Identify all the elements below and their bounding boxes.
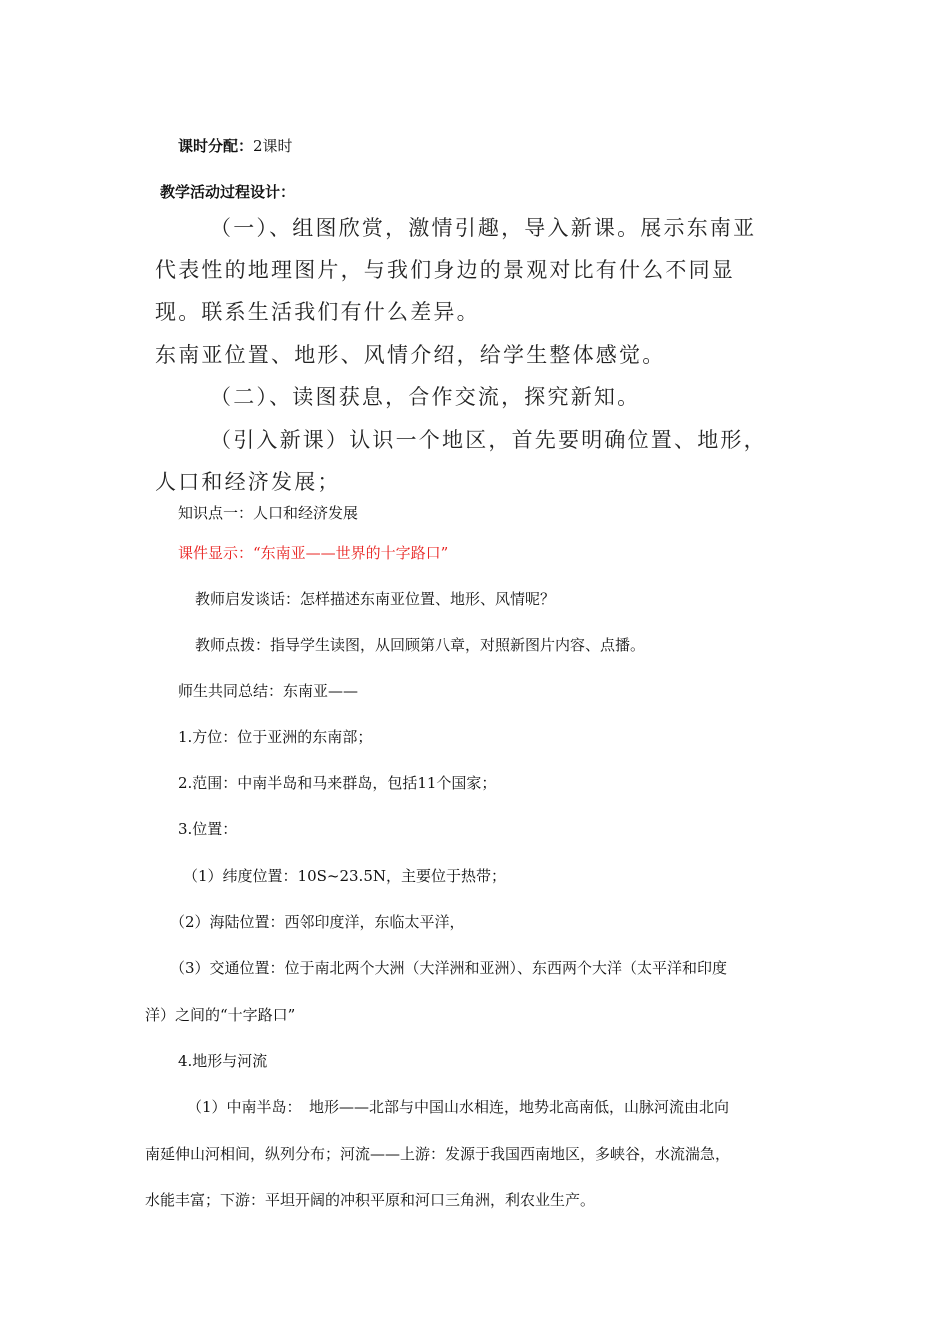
intro-line-7: 人口和经济发展； [155, 470, 341, 494]
intro-line-5: （二）、读图获息，合作交流，探究新知。 [210, 385, 641, 409]
point-indochina-cont2: 水能丰富；下游：平坦开阔的冲积平原和河口三角洲，利农业生产。 [145, 1191, 596, 1209]
point-location: 3.位置： [178, 820, 238, 838]
point-range: 2.范围：中南半岛和马来群岛，包括11个国家； [178, 774, 497, 792]
intro-line-6: （引入新课）认识一个地区，首先要明确位置、地形， [210, 428, 767, 452]
knowledge-point: 知识点一：人口和经济发展 [178, 504, 359, 522]
intro-line-3: 现。联系生活我们有什么差异。 [155, 300, 480, 324]
class-hours-value: 2课时 [253, 137, 293, 155]
point-orientation: 1.方位：位于亚洲的东南部； [178, 728, 373, 746]
intro-line-2: 代表性的地理图片，与我们身边的景观对比有什么不同显 [155, 258, 735, 282]
teacher-talk: 教师启发谈话：怎样描述东南亚位置、地形、风情呢？ [195, 590, 556, 608]
point-traffic: （3）交通位置：位于南北两个大洲（大洋洲和亚洲）、东西两个大洋（太平洋和印度 [170, 959, 728, 977]
intro-line-1: （一）、组图欣赏，激情引趣，导入新课。展示东南亚 [210, 216, 757, 240]
point-sea-land: （2）海陆位置：西邻印度洋，东临太平洋， [170, 913, 465, 931]
point-indochina-cont1: 南延伸山河相间，纵列分布；河流——上游：发源于我国西南地区，多峡谷，水流湍急， [145, 1145, 731, 1163]
point-terrain-rivers: 4.地形与河流 [178, 1052, 268, 1070]
teacher-guide: 教师点拨：指导学生读图，从回顾第八章，对照新图片内容、点播。 [195, 636, 646, 654]
class-hours-label: 课时分配： [178, 137, 254, 155]
point-indochina: （1）中南半岛： 地形——北部与中国山水相连，地势北高南低，山脉河流由北向 [187, 1098, 730, 1116]
process-heading: 教学活动过程设计： [160, 183, 296, 201]
point-traffic-cont: 洋）之间的“十字路口” [145, 1006, 296, 1024]
class-hours-line [178, 136, 293, 156]
point-latitude: （1）纬度位置：10S~23.5N，主要位于热带； [183, 867, 506, 885]
courseware-display: 课件显示：“东南亚——世界的十字路口” [178, 544, 449, 562]
summary-line: 师生共同总结：东南亚—— [178, 682, 359, 700]
intro-line-4: 东南亚位置、地形、风情介绍，给学生整体感觉。 [155, 343, 666, 367]
